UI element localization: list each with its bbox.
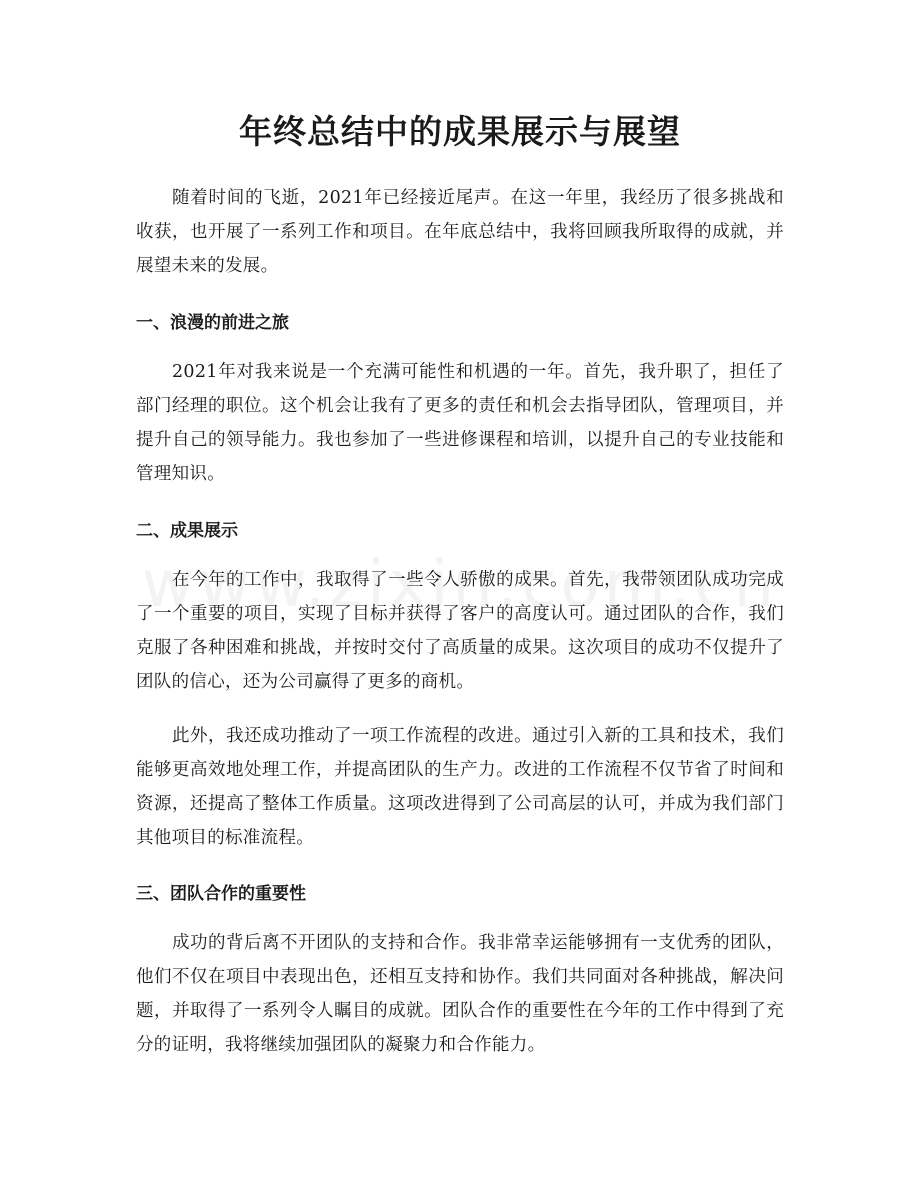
section-2-paragraph-1: 在今年的工作中，我取得了一些令人骄傲的成果。首先，我带领团队成功完成了一个重要的项目，实现了目标并获得了客户的高度认可。通过团队的合作，我们克服了各种困难和挑战，并按时交付了高质量的成果。这次项目的成功不仅提升了团队的信心，还为公司赢得了更多的商机。 [136,570,784,692]
section-heading-3: 三、团队合作的重要性 [136,884,306,904]
section-3-paragraph-1: 成功的背后离不开团队的支持和合作。我非常幸运能够拥有一支优秀的团队，他们不仅在项目中表现出色，还相互支持和协作。我们共同面对各种挑战，解决问题，并取得了一系列令人瞩目的成就。团队合作的重要性在今年的工作中得到了充分的证明，我将继续加强团队的凝聚力和合作能力。 [136,933,784,1055]
section-2-paragraph-2: 此外，我还成功推动了一项工作流程的改进。通过引入新的工具和技术，我们能够更高效地处理工作，并提高团队的生产力。改进的工作流程不仅节省了时间和资源，还提高了整体工作质量。这项改进得到了公司高层的认可，并成为我们部门其他项目的标准流程。 [136,726,784,848]
section-1-paragraph-1: 2021年对我来说是一个充满可能性和机遇的一年。首先，我升职了，担任了部门经理的职位。这个机会让我有了更多的责任和机会去指导团队，管理项目，并提升自己的领导能力。我也参加了一些进修课程和培训，以提升自己的专业技能和管理知识。 [136,362,784,484]
document-title: 年终总结中的成果展示与展望 [239,112,681,151]
intro-paragraph: 随着时间的飞逝，2021年已经接近尾声。在这一年里，我经历了很多挑战和收获，也开展了一系列工作和项目。在年底总结中，我将回顾我所取得的成就，并展望未来的发展。 [136,188,784,276]
section-heading-2: 二、成果展示 [136,521,238,541]
section-heading-1: 一、浪漫的前进之旅 [136,313,289,333]
